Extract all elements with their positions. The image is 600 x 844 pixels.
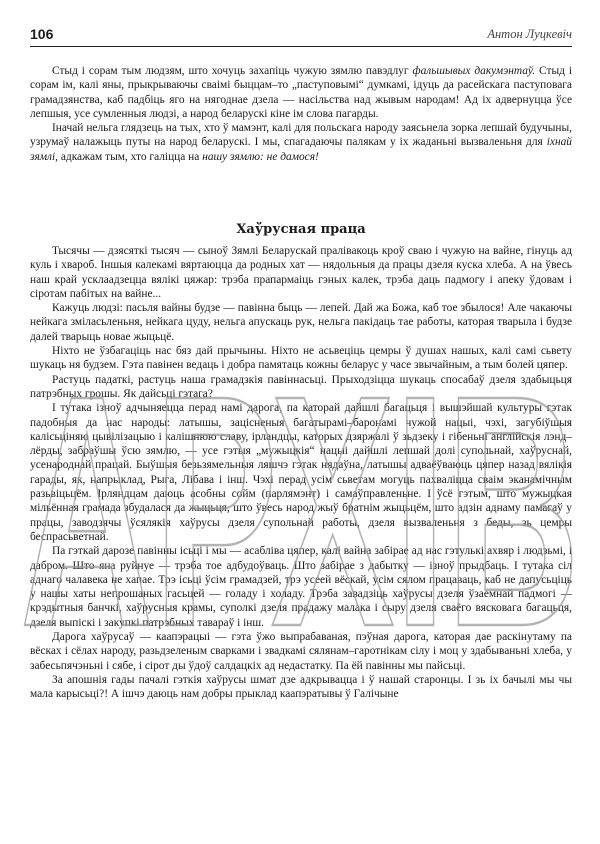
section-paragraph: Растуць падаткі, растуць наша грамадзкія павіннасьці. Прыходзіцца шукаць спосабаў дзеля здабыцьця патрэбных грошы. Як дайсьці гэтага?	[30, 373, 572, 400]
italic-run: іхнай зямлі,	[30, 136, 572, 163]
text-run: Стыд і сорам тым людзям, што хочуць захапіць чужую зямлю павэдлуг	[52, 65, 413, 77]
running-head: Антон Луцкевіч	[487, 27, 572, 41]
section-paragraph: Тысячы — дзясяткі тысяч — сыноў Зямлі Беларускай пралівакоць кроў сваю і чужую на вайне, гінуць ад куль і хвароб. Іншыя калекамі вяртаюцца да родных хат — нядольныя да працы дзеля куска хлеба. А на ўвесь наш край усклаадзецца вялікі цяжар: трэба прапармаіць гэных калек, трэба даць падмогу і апеку ўдовам і сіротам пабітых на вайне...	[30, 245, 572, 300]
page-header	[30, 26, 572, 47]
section-paragraph: І тутака ізноў адчыняецца перад намі дарога, па каторай дайшлі багацьця і вышэйшай культуры гэтак падобныя да нас народы: латышы, зацісненыя багатырамі–баронамі чужой нацыі, чэхі, загубіўшыя калісьціняю цывілізацыю і калішнюю славу, ірландцы, каторых дзяржалі ў зьдзеку і гібеньні англійскія лэнд–лёрды, забраўшы ўсю зямлю, — усе гэтыя „мужыцкія“ нацыі дайшлі лепшай долі супольнай, хаўруснай, усенароднай працай. Быўшыя безьзямельныя ляшчэ гэтак нядаўна, латышы адваёўваюць цяпер назад вялікія гарады, як, напрыклад, Рыга, Лібава і інш. Чэхі перад усім сьветам могуць пахваліцца сваім эканамічным разьвіцьцём. Ірляндцам даюць асобны сойм (парлямэнт) і самаўправленьне. І ўсё гэтым, што мужыцкая мільённая грамада збудалася да жыцьця, што ўвесь народ жыў братнім жыцьцём, што адзін аднаму памагаў у працы, заводзячы ўсялякія хаўрусы дзеля супольнай работы, дзеля вызваленьня з беды, зь цемры беспрасьветнай.	[30, 402, 572, 543]
text-run: Стыд і сорам ім, калі яны, прыкрываючы сваімі быццам–то „паступовымі“ думкамі, ідуць да расейскага паступовага грамадзянства, каб падбіць яго на нягоднае дзела — насільства над жывым народам! Ад іх адвернуцца ўсе лепшыя, усе сумленныя людзі, а народ беларускі кіне ім слова пагарды.	[30, 65, 573, 120]
section-paragraph: Ніхто не ўзбагаціць нас бяз дай прычыны. Ніхто не асьвеціць цемры ў душах нашых, калі самі сьвету шукаць ня будзем. Гэта павінен ведаць і добра памятаць кожны беларус у часе звычайным, а тым болей цяпер.	[30, 345, 572, 372]
section-text	[30, 244, 572, 702]
section-paragraph: Кажуць людзі: пасьля вайны будзе — павінна быць — лепей. Дай жа Божа, каб тое збылося! Але чакаючы нейкага зміласьленьня, нейкага цуду, нельга апускаць рук, нельга пакідаць тае работы, каторая тварыла і будзе далей тварыць новае жыцьцё.	[30, 302, 572, 343]
section-paragraph: За апошнія гады пачалі гэткія хаўрусы шмат дзе адкрывацца і ў нашай старонцы. І зь іх бачылі мы чы мала карысьці?! А ішчэ даюць нам добры прыклад каапэратывы ў Галічыне	[30, 673, 572, 701]
page-number: 106	[30, 26, 54, 42]
intro-paragraph	[30, 64, 572, 121]
section-title: Хаўрусная праца	[236, 222, 366, 237]
section-paragraph: Дарога хаўрусаў — каапэрацыі — гэта ўжо выпрабаваная, пэўная дарога, каторая дае раскінутаму па вёсках і сёлах народу, разьдзеленым сварками і звадкамі сялянам–гаротнікам сілу і моц у здабываньні хлеба, у забесьпячэньні і сябе, і сірот ды ўдоў салдацкіх ад недастатку. Па ёй павінны мы пайсьці.	[30, 631, 572, 672]
section-paragraph: Па гэткай дарозе павінны ісьці і мы — асаблівa цяпер, калі вайна забірае ад нас гэтулькі ахвяр і людзьмі, і дабром. Што яна руйнуе — трэба тое адбудоўваць. Што забірае з дабытку — ізноў прыдбаць. І тутака сіл аднаго чалавека не хапае. Трэ ісьці ўсім грамадзей, трэ усеей вёскай, усім сялом працаваць, каб не дапусьціць у нашы хаты непрошаных гасьцей — голаду і холаду. Трэба завадзіць хаўрусы дзеля ўзаемнай падмогі — крэдытныя банчкі, хаўрусныя крамы, суполкі дзеля прадажу малака і сыру дзеля сваёго вясковага багацьця, дзеля выпіскі і закупкі патрэбных тавараў і інш.	[30, 545, 572, 629]
italic-run: нашу зямлю: не дамося!	[202, 150, 319, 163]
intro-text	[30, 64, 572, 164]
watermark-text: АРХІВ	[20, 326, 580, 695]
intro-paragraph	[30, 121, 572, 164]
text-run: адкажам тым, хто галіцца на	[58, 150, 203, 163]
italic-run: фальшывых дакумэнтаў.	[412, 65, 536, 77]
text-run: Іначай нельга глядзець на тых, хто ў мамэнт, калі для польскага народу заясьнела зорка лепшай будучыны, узрумаў налажыць путы на народ беларускі. І мы, спагадаючы палякам у іх жаданьні вызваленьня для	[30, 122, 572, 149]
